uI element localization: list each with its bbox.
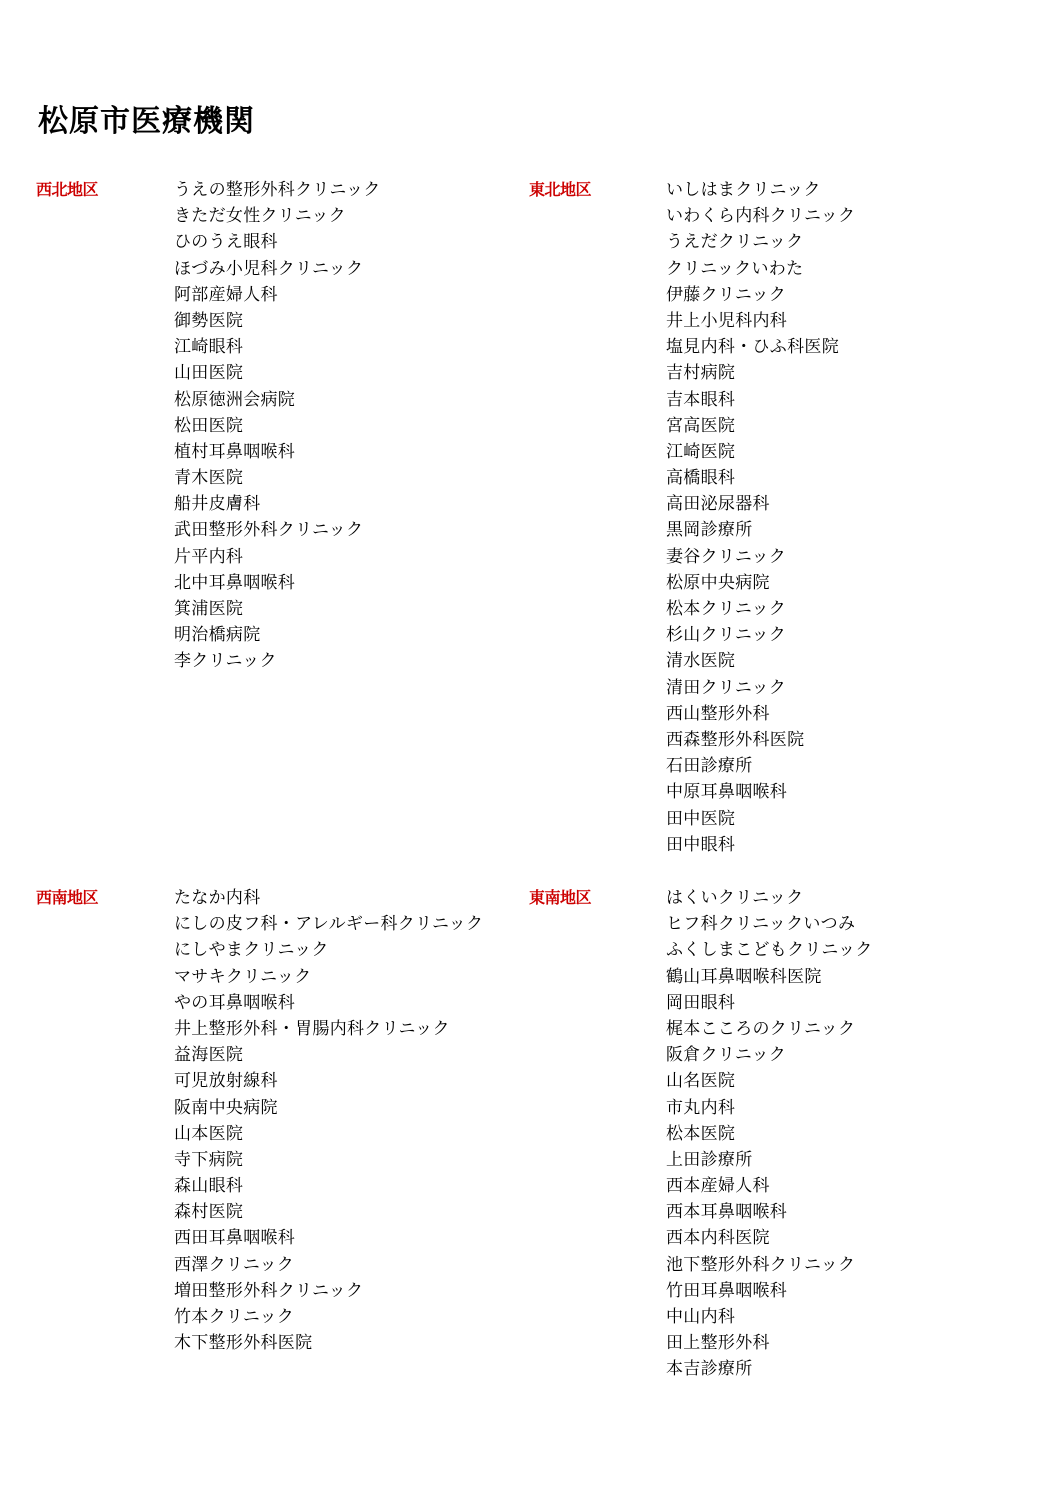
district-label-southwest: 西南地区 bbox=[36, 888, 99, 907]
clinic-name: 池下整形外科クリニック bbox=[666, 1254, 856, 1275]
clinic-name: はくいクリニック bbox=[666, 888, 804, 908]
clinic-name: 黒岡診療所 bbox=[666, 520, 753, 541]
clinic-name: いしはまクリニック bbox=[666, 180, 821, 200]
clinic-name: やの耳鼻咽喉科 bbox=[174, 992, 296, 1013]
clinic-name: きただ女性クリニック bbox=[174, 206, 346, 227]
clinic-name: 高田泌尿器科 bbox=[666, 494, 770, 515]
clinic-name: 寺下病院 bbox=[174, 1149, 244, 1170]
clinic-name: 妻谷クリニック bbox=[666, 546, 787, 567]
clinic-name: 船井皮膚科 bbox=[174, 494, 261, 515]
clinic-name: 竹本クリニック bbox=[174, 1307, 295, 1327]
clinic-name: 清水医院 bbox=[666, 651, 736, 672]
clinic-name: 植村耳鼻咽喉科 bbox=[174, 441, 296, 462]
district-label-southeast: 東南地区 bbox=[529, 888, 592, 907]
clinic-name: 杉山クリニック bbox=[666, 625, 787, 646]
clinic-name: 上田診療所 bbox=[666, 1149, 753, 1170]
clinic-name: 武田整形外科クリニック bbox=[174, 520, 364, 541]
clinic-name: 北中耳鼻咽喉科 bbox=[174, 572, 296, 593]
clinic-name: 井上小児科内科 bbox=[666, 310, 788, 331]
district-label-northwest: 西北地区 bbox=[36, 180, 99, 199]
clinic-name: 箕浦医院 bbox=[174, 599, 244, 619]
clinic-name: 西本内科医院 bbox=[666, 1228, 770, 1249]
clinic-name: 吉本眼科 bbox=[666, 389, 736, 410]
clinic-list-southwest bbox=[174, 885, 483, 1356]
clinic-name: ひのうえ眼科 bbox=[174, 232, 278, 253]
page-title: 松原市医療機関 bbox=[38, 104, 255, 139]
clinic-name: 中原耳鼻咽喉科 bbox=[666, 782, 788, 803]
clinic-name: 市丸内科 bbox=[666, 1097, 736, 1118]
clinic-name: 宮高医院 bbox=[666, 415, 736, 436]
clinic-name: 増田整形外科クリニック bbox=[174, 1280, 364, 1301]
clinic-name: 李クリニック bbox=[174, 651, 277, 672]
clinic-name: 中山内科 bbox=[666, 1307, 736, 1327]
clinic-name: 伊藤クリニック bbox=[666, 284, 787, 305]
clinic-name: うえだクリニック bbox=[666, 232, 804, 253]
clinic-name: クリニックいわた bbox=[666, 258, 804, 279]
clinic-name: ほづみ小児科クリニック bbox=[174, 258, 364, 279]
clinic-name: 本吉診療所 bbox=[666, 1359, 753, 1380]
clinic-name: 塩見内科・ひふ科医院 bbox=[666, 337, 839, 358]
clinic-name: 益海医院 bbox=[174, 1045, 244, 1066]
clinic-name: 山本医院 bbox=[174, 1123, 244, 1144]
clinic-name: 高橋眼科 bbox=[666, 468, 736, 489]
clinic-name: 松本クリニック bbox=[666, 599, 787, 619]
clinic-name: 明治橋病院 bbox=[174, 625, 261, 646]
clinic-name: ヒフ科クリニックいつみ bbox=[666, 914, 856, 935]
clinic-name: 田中医院 bbox=[666, 808, 736, 829]
clinic-name: にしの皮フ科・アレルギー科クリニック bbox=[174, 914, 484, 935]
clinic-name: 竹田耳鼻咽喉科 bbox=[666, 1280, 788, 1301]
clinic-name: 青木医院 bbox=[174, 468, 244, 489]
clinic-name: 田上整形外科 bbox=[666, 1333, 770, 1354]
clinic-name: 井上整形外科・胃腸内科クリニック bbox=[174, 1018, 450, 1039]
clinic-name: にしやまクリニック bbox=[174, 940, 329, 961]
clinic-name: 松原中央病院 bbox=[666, 572, 770, 593]
clinic-name: 松田医院 bbox=[174, 415, 244, 436]
clinic-name: 森山眼科 bbox=[174, 1176, 244, 1197]
clinic-name: 西森整形外科医院 bbox=[666, 729, 805, 750]
clinic-name: 森村医院 bbox=[174, 1202, 244, 1223]
clinic-name: 吉村病院 bbox=[666, 363, 736, 384]
clinic-name: マサキクリニック bbox=[174, 966, 312, 987]
clinic-list-southeast bbox=[666, 885, 873, 1383]
clinic-name: 江崎医院 bbox=[666, 441, 736, 462]
clinic-name: 梶本こころのクリニック bbox=[666, 1018, 856, 1039]
clinic-name: 岡田眼科 bbox=[666, 992, 736, 1013]
district-label-northeast: 東北地区 bbox=[529, 180, 592, 199]
clinic-name: 御勢医院 bbox=[174, 310, 244, 331]
clinic-name: 西本耳鼻咽喉科 bbox=[666, 1202, 788, 1223]
clinic-name: 西山整形外科 bbox=[666, 703, 770, 724]
clinic-name: 山名医院 bbox=[666, 1071, 736, 1092]
clinic-name: 西澤クリニック bbox=[174, 1254, 295, 1275]
clinic-name: 阪南中央病院 bbox=[174, 1097, 278, 1118]
clinic-name: 松本医院 bbox=[666, 1123, 736, 1144]
clinic-list-northwest bbox=[174, 177, 381, 675]
clinic-name: 西田耳鼻咽喉科 bbox=[174, 1228, 296, 1249]
clinic-name: 片平内科 bbox=[174, 546, 244, 567]
clinic-name: 西本産婦人科 bbox=[666, 1176, 770, 1197]
clinic-name: うえの整形外科クリニック bbox=[174, 180, 381, 200]
clinic-name: たなか内科 bbox=[174, 888, 261, 908]
clinic-name: 松原徳洲会病院 bbox=[174, 389, 296, 410]
clinic-name: ふくしまこどもクリニック bbox=[666, 940, 873, 961]
clinic-name: 清田クリニック bbox=[666, 677, 787, 698]
clinic-name: 鶴山耳鼻咽喉科医院 bbox=[666, 966, 822, 987]
clinic-name: 可児放射線科 bbox=[174, 1071, 278, 1092]
clinic-name: 阿部産婦人科 bbox=[174, 284, 278, 305]
clinic-name: 山田医院 bbox=[174, 363, 244, 384]
clinic-name: 木下整形外科医院 bbox=[174, 1333, 313, 1354]
clinic-name: 田中眼科 bbox=[666, 834, 736, 855]
clinic-name: いわくら内科クリニック bbox=[666, 206, 856, 227]
clinic-list-northeast bbox=[666, 177, 855, 858]
clinic-name: 江崎眼科 bbox=[174, 337, 244, 358]
clinic-name: 石田診療所 bbox=[666, 756, 753, 777]
clinic-name: 阪倉クリニック bbox=[666, 1045, 787, 1066]
